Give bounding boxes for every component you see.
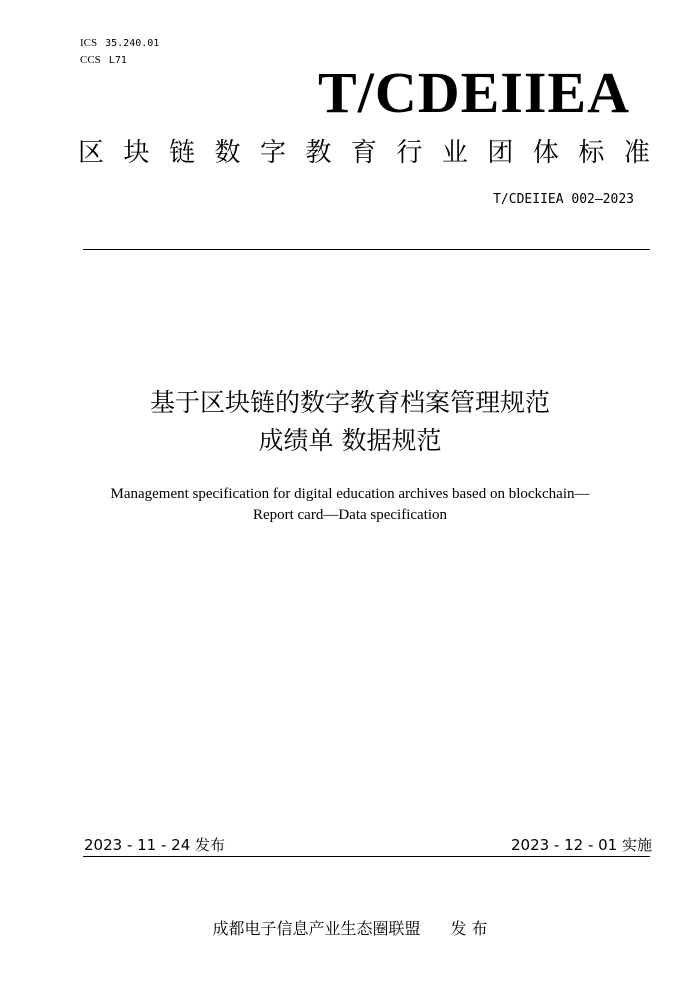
footer-divider [83, 856, 650, 857]
ccs-label: CCS [80, 54, 101, 66]
standard-type-char: 字 [259, 138, 286, 168]
publish-date: 2023 - 11 - 24 发布 [84, 836, 226, 854]
standard-number: T/CDEIIEA 002—2023 [493, 192, 634, 207]
title-cn-line1: 基于区块链的数字教育档案管理规范 [149, 388, 550, 417]
standard-type [78, 136, 650, 170]
org-code: T/CDEIIEA [318, 60, 630, 125]
standard-type-char: 链 [168, 138, 195, 168]
implementation-date: 2023 - 12 - 01 实施 [510, 836, 652, 854]
issuer-action: 发 布 [450, 919, 488, 938]
ics-classification [80, 36, 159, 51]
ics-label: ICS [80, 37, 98, 49]
ics-value: 35.240.01 [105, 38, 160, 49]
header-divider [83, 249, 650, 250]
standard-type-char: 块 [123, 138, 150, 168]
standard-type-char: 区 [78, 138, 105, 168]
title-cn-line2: 成绩单 数据规范 [258, 426, 442, 455]
title-en-line1: Management specification for digital education archives based on blockchain— [110, 486, 590, 502]
standard-type-char: 行 [396, 138, 423, 168]
ccs-classification [80, 53, 127, 68]
issuer-name: 成都电子信息产业生态圈联盟 [212, 919, 421, 938]
standard-type-char: 数 [214, 138, 241, 168]
title-en-line2: Report card—Data specification [252, 507, 448, 523]
standard-type-char: 准 [623, 138, 650, 168]
standard-type-char: 育 [350, 138, 377, 168]
issuer [0, 918, 700, 940]
ccs-value: L71 [108, 55, 127, 66]
standard-type-char: 教 [305, 138, 332, 168]
standard-type-char: 体 [532, 138, 559, 168]
standard-type-char: 业 [441, 138, 468, 168]
standard-type-char: 标 [578, 138, 605, 168]
standard-type-char: 团 [487, 138, 514, 168]
